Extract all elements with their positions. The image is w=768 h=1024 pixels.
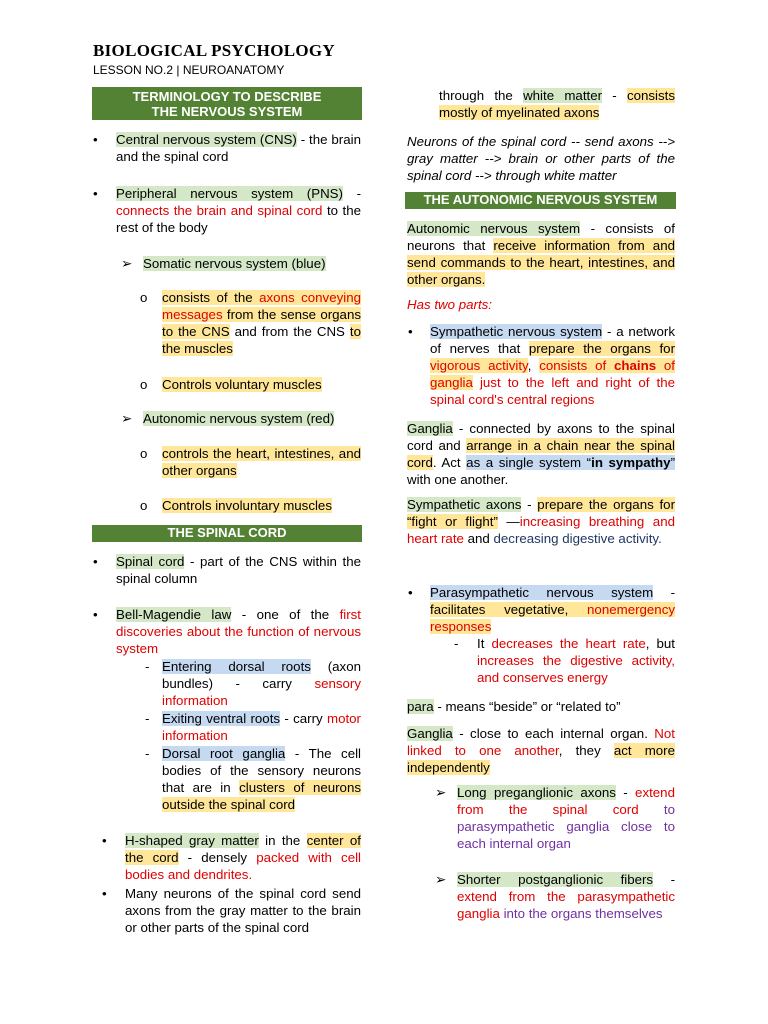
wm-text: - bbox=[602, 88, 627, 103]
sym-text: - a network of nerves that bbox=[430, 324, 675, 356]
para-means-text: - means “beside” or “related to” bbox=[433, 699, 621, 714]
autonomic-detail-1 bbox=[162, 445, 361, 479]
circle-bullet-icon: o bbox=[140, 377, 148, 392]
autonomic-term: Autonomic nervous system (red) bbox=[143, 411, 335, 426]
root-ganglia-term: Dorsal root ganglia bbox=[162, 746, 286, 761]
som1-text: consists of the bbox=[162, 290, 260, 305]
bullet-icon: • bbox=[102, 886, 107, 901]
cns-item bbox=[116, 131, 361, 165]
it-text: , but bbox=[645, 636, 676, 651]
bm-text: - one of the bbox=[231, 607, 340, 622]
section-title-line: TERMINOLOGY TO DESCRIBE bbox=[132, 89, 322, 104]
bullet-icon: • bbox=[93, 607, 98, 622]
g2-text: , they bbox=[558, 743, 614, 758]
gang-text: - connected by axons to the spinal cord and bbox=[407, 421, 675, 453]
som1-text: from the sense organs to the CNS bbox=[162, 307, 361, 339]
white-matter-term: white matter bbox=[523, 88, 603, 103]
circle-bullet-icon: o bbox=[140, 498, 148, 513]
ans-term: Autonomic nervous system bbox=[407, 221, 581, 236]
gang-blue-bold: in sympathy bbox=[591, 455, 671, 470]
d1-text: (axon bundles) - carry bbox=[162, 659, 361, 691]
gang-text: with one another. bbox=[407, 472, 509, 487]
aut1-text: controls the heart, intestines, and other organs bbox=[162, 446, 361, 478]
root-ganglia-item bbox=[162, 745, 361, 813]
arrow-icon: ➢ bbox=[121, 411, 133, 426]
section-title: THE SPINAL CORD bbox=[167, 525, 287, 540]
heart-rate-item bbox=[477, 635, 675, 686]
spinal-cord-term: Spinal cord bbox=[116, 554, 185, 569]
d3-text: - The cell bodies of the sensory neurons that are in bbox=[162, 746, 361, 795]
short-fibers-item bbox=[457, 871, 675, 922]
many-text: Many neurons of the spinal cord send axons from the gray matter to the brain or other parts of the spinal cord bbox=[125, 886, 361, 935]
sa-text: - bbox=[521, 497, 538, 512]
pns-term: Peripheral nervous system (PNS) bbox=[116, 186, 343, 201]
bullet-icon: • bbox=[102, 833, 107, 848]
h-text: - densely bbox=[178, 850, 257, 865]
ans-text: - consists of neurons that bbox=[407, 221, 675, 253]
sa-highlight: prepare the organs for “fight or flight” bbox=[407, 497, 675, 529]
bullet-icon: • bbox=[93, 554, 98, 569]
sympathetic-axons-term: Sympathetic axons bbox=[407, 497, 522, 512]
d3-highlight: clusters of neurons outside the spinal cord bbox=[162, 780, 361, 812]
h-shaped-term: H-shaped gray matter bbox=[125, 833, 259, 848]
sym-red: consists of bbox=[539, 358, 614, 373]
som1-text: to the muscles bbox=[162, 324, 361, 356]
g2-text: - close to each internal organ. bbox=[452, 726, 655, 741]
h-red: packed with cell bodies and dendrites. bbox=[125, 850, 362, 882]
somatic-term: Somatic nervous system (blue) bbox=[143, 256, 326, 271]
dash-icon: - bbox=[145, 711, 150, 726]
spinal-cord-text: - part of the CNS within the spinal column bbox=[116, 554, 361, 586]
som2-text: Controls voluntary muscles bbox=[162, 377, 322, 392]
long-text: - bbox=[615, 785, 636, 800]
h-text: in the bbox=[258, 833, 307, 848]
bullet-icon: • bbox=[93, 132, 98, 147]
bell-magendie-term: Bell-Magendie law bbox=[116, 607, 232, 622]
sym-red: of ganglia bbox=[430, 358, 676, 390]
sym-red: vigorous activity bbox=[430, 358, 528, 373]
som1-red: axons conveying messages bbox=[162, 290, 361, 322]
autonomic-item bbox=[143, 410, 361, 427]
document-subtitle: LESSON NO.2 | NEUROANATOMY bbox=[93, 63, 285, 77]
sympathetic-axons-paragraph bbox=[407, 496, 675, 547]
arrow-icon: ➢ bbox=[435, 872, 447, 887]
g2-red: Not linked to one another bbox=[407, 726, 675, 758]
long-purple: to parasympathetic ganglia close to each internal organ bbox=[457, 802, 675, 851]
section-header-terminology bbox=[92, 87, 362, 120]
h-highlight: center of the cord bbox=[125, 833, 362, 865]
d2-text: - carry bbox=[280, 711, 327, 726]
d1-red: sensory information bbox=[162, 676, 361, 708]
bell-magendie-item bbox=[116, 606, 361, 657]
ans-highlight: receive information from and send commands to the heart, intestines, and other organs. bbox=[407, 238, 675, 287]
italic-note bbox=[407, 133, 675, 184]
sympathetic-item bbox=[430, 323, 675, 408]
sa-text: — bbox=[497, 514, 520, 529]
bullet-icon: • bbox=[93, 186, 98, 201]
h-shaped-item bbox=[125, 832, 361, 883]
som1-text: and from the CNS bbox=[229, 324, 350, 339]
ganglia-term: Ganglia bbox=[407, 421, 453, 436]
dash-icon: - bbox=[145, 659, 150, 674]
aut2-text: Controls involuntary muscles bbox=[162, 498, 332, 513]
dash-icon: - bbox=[145, 746, 150, 761]
it-red: increases the digestive activity, and conserves energy bbox=[477, 653, 675, 685]
somatic-detail-1 bbox=[162, 289, 361, 357]
document-title: BIOLOGICAL PSYCHOLOGY bbox=[93, 41, 335, 60]
gang-text: . Act bbox=[432, 455, 467, 470]
white-matter-item bbox=[439, 87, 675, 121]
pns-item bbox=[116, 185, 361, 236]
two-parts-label: Has two parts: bbox=[407, 297, 492, 312]
many-neurons-item bbox=[125, 885, 361, 936]
circle-bullet-icon: o bbox=[140, 446, 148, 461]
short-fibers-term: Shorter postganglionic fibers bbox=[457, 872, 654, 887]
pns-sep: - bbox=[342, 186, 361, 201]
section-header-autonomic bbox=[405, 192, 676, 209]
bullet-icon: • bbox=[408, 324, 413, 339]
long-axons-term: Long preganglionic axons bbox=[457, 785, 616, 800]
ans-paragraph bbox=[407, 220, 675, 288]
sa-red: increasing breathing and heart rate bbox=[407, 514, 675, 546]
it-red: decreases the heart rate bbox=[491, 636, 646, 651]
para-highlight: facilitates vegetative, bbox=[430, 602, 588, 617]
circle-bullet-icon: o bbox=[140, 290, 148, 305]
d2-red: motor information bbox=[162, 711, 361, 743]
para-red: nonemergency responses bbox=[430, 602, 675, 634]
wm-highlight: consists mostly of myelinated axons bbox=[439, 88, 675, 120]
italic-note-text: Neurons of the spinal cord -- send axons --> gray matter --> brain or other parts of the spinal cord --> through white matter bbox=[407, 134, 675, 183]
section-header-spinal-cord bbox=[92, 525, 362, 542]
wm-text: through the bbox=[439, 88, 524, 103]
sym-highlight: prepare the organs for bbox=[528, 341, 675, 356]
autonomic-detail-2 bbox=[162, 497, 361, 514]
section-title: THE AUTONOMIC NERVOUS SYSTEM bbox=[423, 192, 658, 207]
para-word: para bbox=[407, 699, 434, 714]
section-title-line: THE NERVOUS SYSTEM bbox=[151, 104, 303, 119]
gang-blue: ” bbox=[670, 455, 676, 470]
somatic-detail-2 bbox=[162, 376, 361, 393]
sym-red: just to the left and right of the spinal cord's central regions bbox=[430, 375, 675, 407]
gang-highlight: arrange in a chain near the spinal cord bbox=[407, 438, 675, 470]
short-text: - bbox=[653, 872, 675, 887]
gang-blue: as a single system “ bbox=[466, 455, 592, 470]
ventral-roots-term: Exiting ventral roots bbox=[162, 711, 281, 726]
arrow-icon: ➢ bbox=[121, 256, 133, 271]
short-red: extend from the parasympathetic ganglia bbox=[457, 889, 675, 921]
sym-red-bold: chains bbox=[613, 358, 657, 373]
g2-highlight: act more independently bbox=[407, 743, 676, 775]
long-axons-item bbox=[457, 784, 675, 852]
parasympathetic-term: Parasympathetic nervous system bbox=[430, 585, 654, 600]
dorsal-roots-item bbox=[162, 658, 361, 709]
spinal-cord-item bbox=[116, 553, 361, 587]
parasympathetic-item bbox=[430, 584, 675, 635]
bm-red: first discoveries about the function of nervous system bbox=[116, 607, 361, 656]
dash-icon: - bbox=[454, 636, 459, 651]
long-red: extend from the spinal cord bbox=[457, 785, 675, 817]
short-purple: into the organs themselves bbox=[499, 906, 663, 921]
ganglia-paragraph bbox=[407, 420, 675, 488]
dorsal-roots-term: Entering dorsal roots bbox=[162, 659, 311, 674]
arrow-icon: ➢ bbox=[435, 785, 447, 800]
cns-text: - the brain and the spinal cord bbox=[116, 132, 361, 164]
sympathetic-term: Sympathetic nervous system bbox=[430, 324, 603, 339]
para-meaning bbox=[407, 698, 675, 715]
bullet-icon: • bbox=[408, 585, 413, 600]
pns-text: to the rest of the body bbox=[116, 203, 361, 235]
somatic-item bbox=[143, 255, 361, 272]
cns-term: Central nervous system (CNS) bbox=[116, 132, 297, 147]
sa-navy: decreasing digestive activity. bbox=[493, 531, 662, 546]
sa-text: and bbox=[463, 531, 494, 546]
sym-text: , bbox=[527, 358, 540, 373]
para-text: - bbox=[653, 585, 676, 600]
ganglia-2-paragraph bbox=[407, 725, 675, 776]
ventral-roots-item bbox=[162, 710, 361, 744]
it-text: It bbox=[477, 636, 492, 651]
pns-red-text: connects the brain and spinal cord bbox=[116, 203, 323, 218]
ganglia-term: Ganglia bbox=[407, 726, 453, 741]
